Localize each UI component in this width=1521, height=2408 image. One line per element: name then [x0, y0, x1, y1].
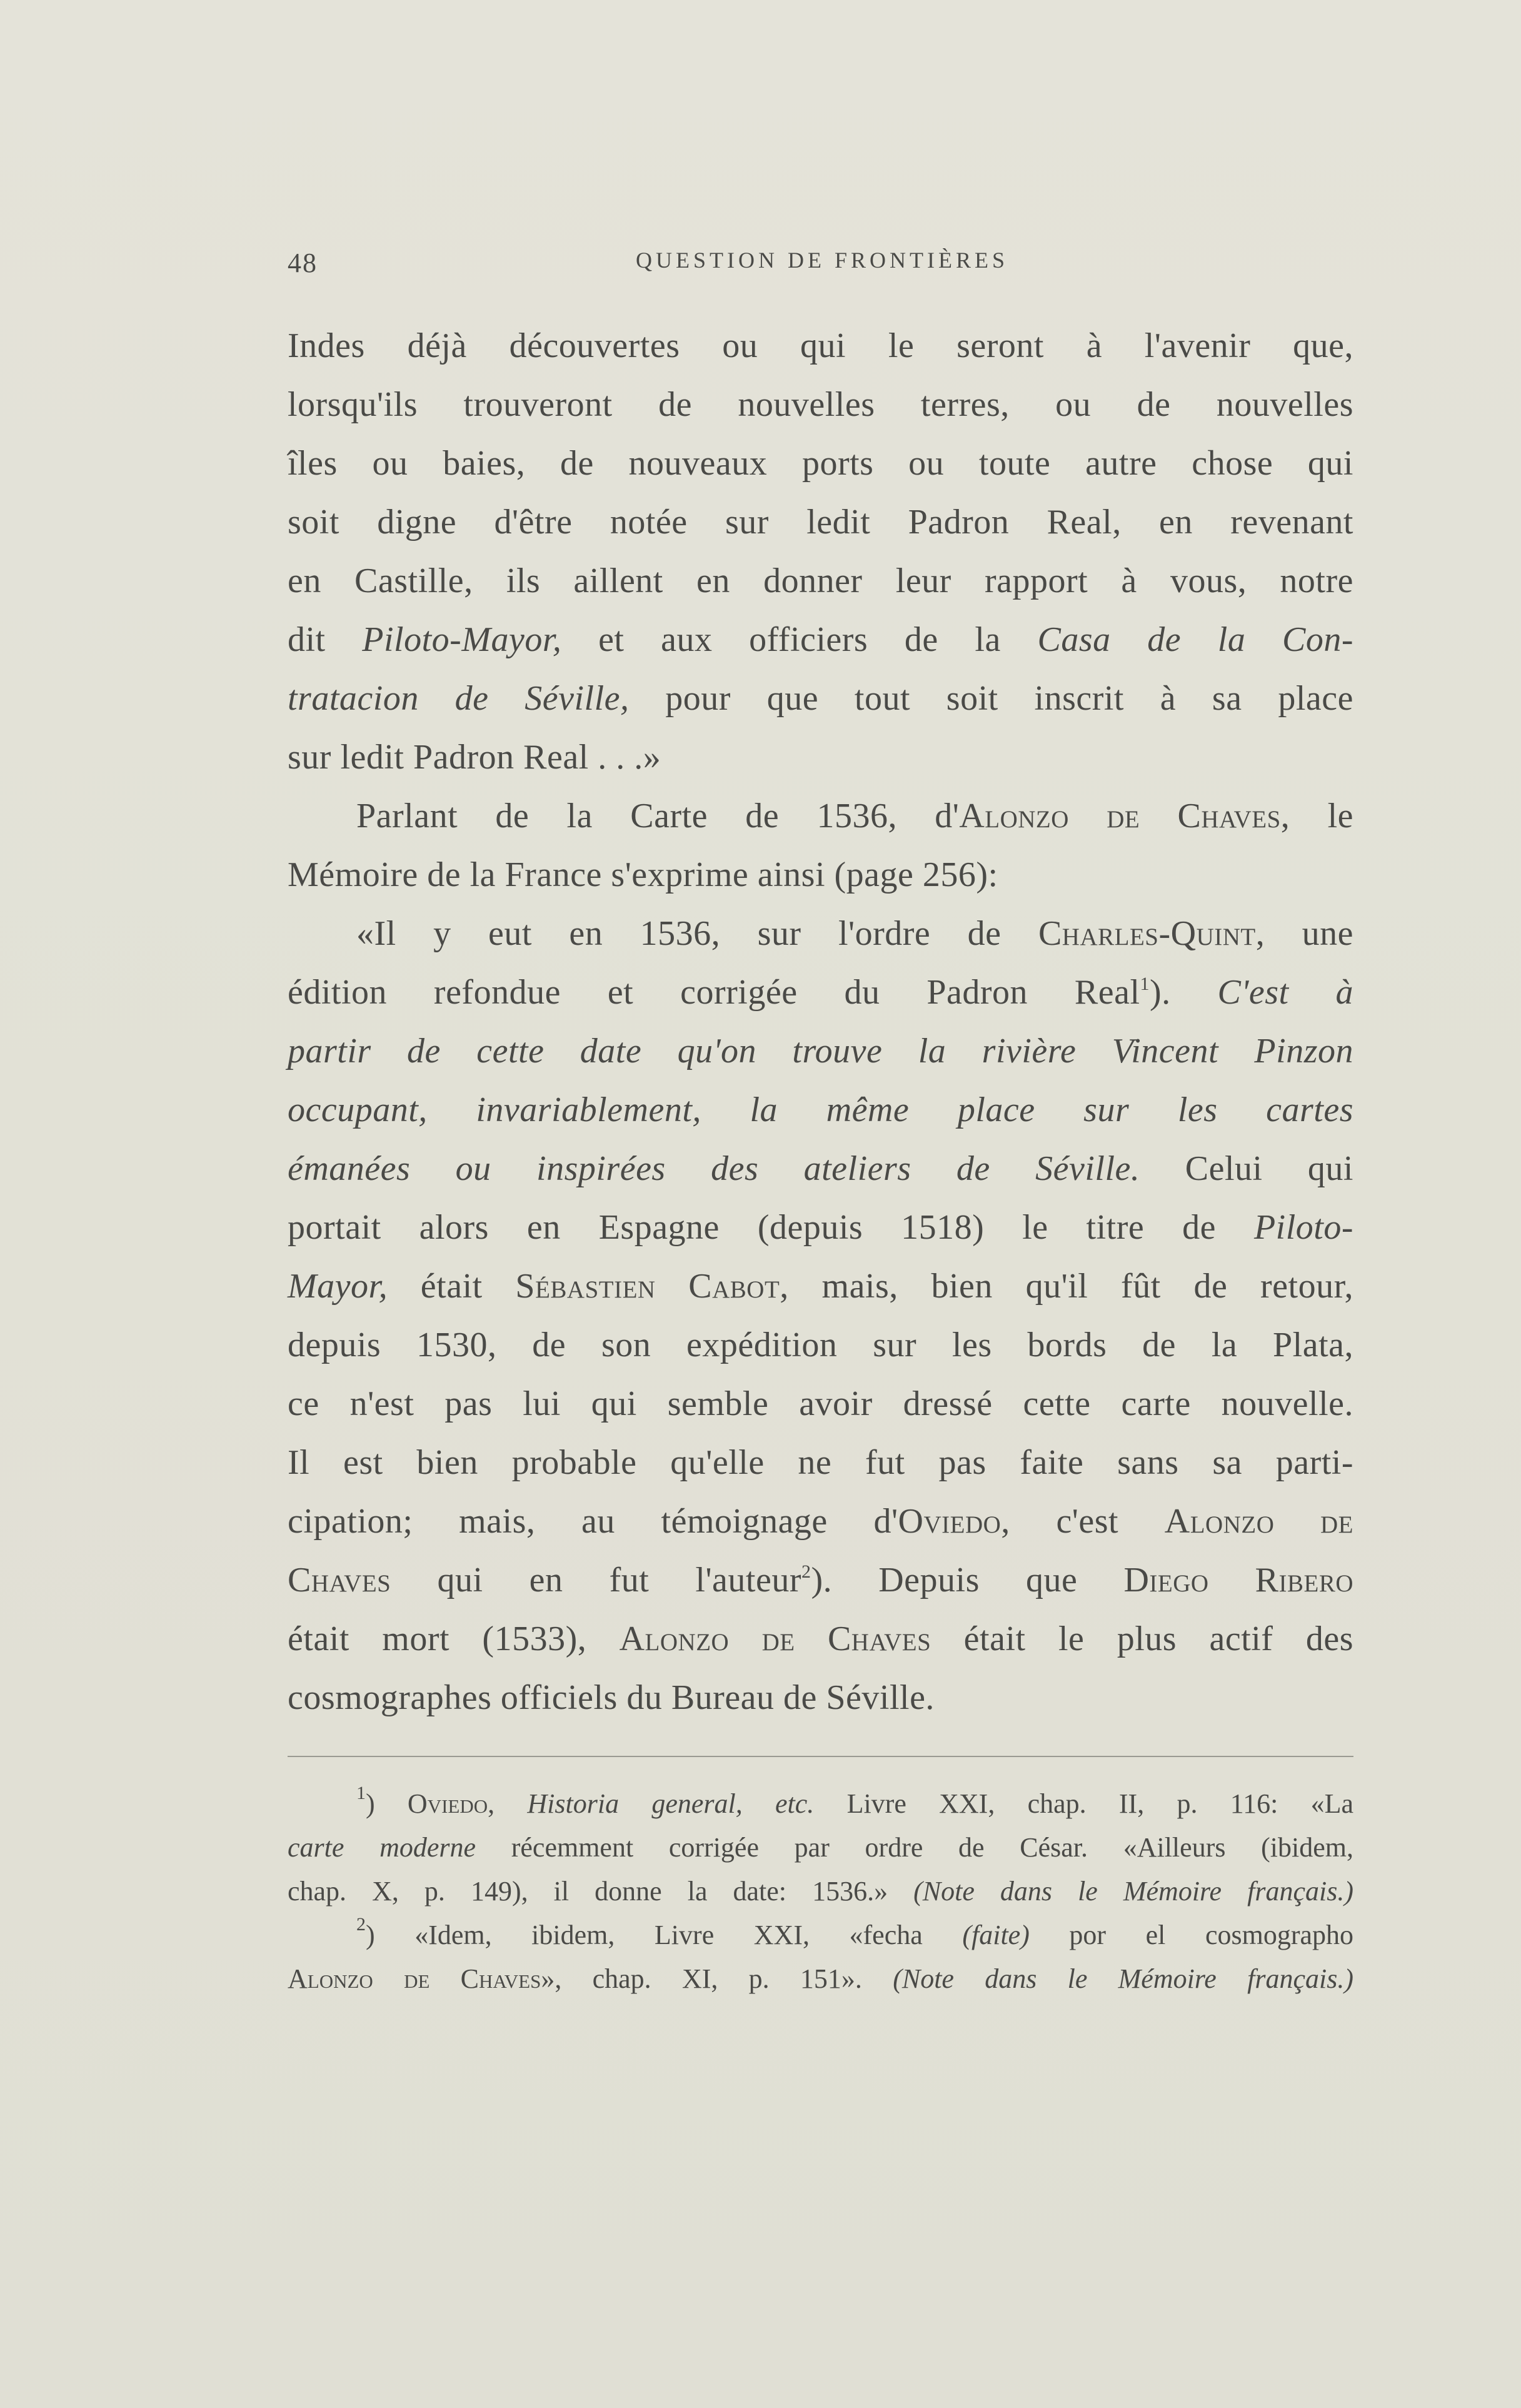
- body-line: cipation; mais, au témoignage d'Oviedo, c'est Alonzo de: [288, 1502, 1354, 1541]
- body-line: tratacion de Séville, pour que tout soit inscrit à sa place: [288, 679, 1353, 718]
- footnotes: [288, 1782, 1353, 2001]
- body-line: en Castille, ils aillent en donner leur rapport à vous, notre: [288, 562, 1353, 600]
- body-line: sur ledit Padron Real . . .»: [288, 738, 661, 777]
- body-line: lorsqu'ils trouveront de nouvelles terres, ou de nouvelles: [288, 385, 1353, 424]
- body-line: soit digne d'être notée sur ledit Padron Real, en revenant: [288, 503, 1353, 542]
- body-line: partir de cette date qu'on trouve la rivière Vincent Pinzon: [288, 1032, 1353, 1071]
- footnote-line: carte moderne récemment corrigée par ordre de César. «Ailleurs (ibidem,: [288, 1832, 1354, 1863]
- body-line: Mayor, était Sébastien Cabot, mais, bien qu'il fût de retour,: [288, 1267, 1354, 1306]
- body-line: «Il y eut en 1536, sur l'ordre de Charles-Quint, une: [356, 914, 1353, 953]
- body-line: depuis 1530, de son expédition sur les bords de la Plata,: [288, 1326, 1353, 1364]
- body-text: [288, 316, 1353, 1727]
- footnote-line: chap. X, p. 149), il donne la date: 1536.» (Note dans le Mémoire français.): [288, 1876, 1353, 1907]
- body-line: portait alors en Espagne (depuis 1518) le titre de Piloto-: [288, 1208, 1353, 1247]
- footnote-line: $^1$) Oviedo, Historia general, etc. Livre XXI, chap. II, p. 116: «La: [356, 1783, 1353, 1819]
- footnote-line: Alonzo de Chaves», chap. XI, p. 151». (Note dans le Mémoire français.): [288, 1963, 1353, 1994]
- body-line: Indes déjà découvertes ou qui le seront à l'avenir que,: [288, 326, 1353, 365]
- page-number: 48: [288, 248, 318, 278]
- body-line: Parlant de la Carte de 1536, d'Alonzo de Chaves, le: [356, 797, 1353, 835]
- body-line: dit Piloto-Mayor, et aux officiers de la Casa de la Con-: [288, 620, 1354, 659]
- footnote-line: $^2$) «Idem, ibidem, Livre XXI, «fecha (faite) por el cosmographo: [356, 1914, 1353, 1950]
- body-line: Il est bien probable qu'elle ne fut pas faite sans sa parti-: [288, 1443, 1353, 1482]
- body-line: occupant, invariablement, la même place sur les cartes: [288, 1091, 1353, 1129]
- body-line: émanées ou inspirées des ateliers de Séville. Celui qui: [288, 1149, 1353, 1188]
- body-line: était mort (1533), Alonzo de Chaves était le plus actif des: [288, 1620, 1353, 1658]
- body-line: Chaves qui en fut l'auteur$^2$). Depuis que Diego Ribero: [288, 1561, 1353, 1599]
- body-line: Mémoire de la France s'exprime ainsi (page 256):: [288, 855, 998, 894]
- running-head: [288, 247, 1357, 285]
- body-line: cosmographes officiels du Bureau de Séville.: [288, 1678, 935, 1717]
- body-line: ce n'est pas lui qui semble avoir dressé cette carte nouvelle.: [288, 1384, 1353, 1423]
- running-title: QUESTION DE FRONTIÈRES: [636, 248, 1008, 273]
- footnote-rule: [288, 1756, 1353, 1757]
- body-line: édition refondue et corrigée du Padron Real$^1$). C'est à: [288, 973, 1353, 1012]
- body-line: îles ou baies, de nouveaux ports ou toute autre chose qui: [288, 444, 1353, 483]
